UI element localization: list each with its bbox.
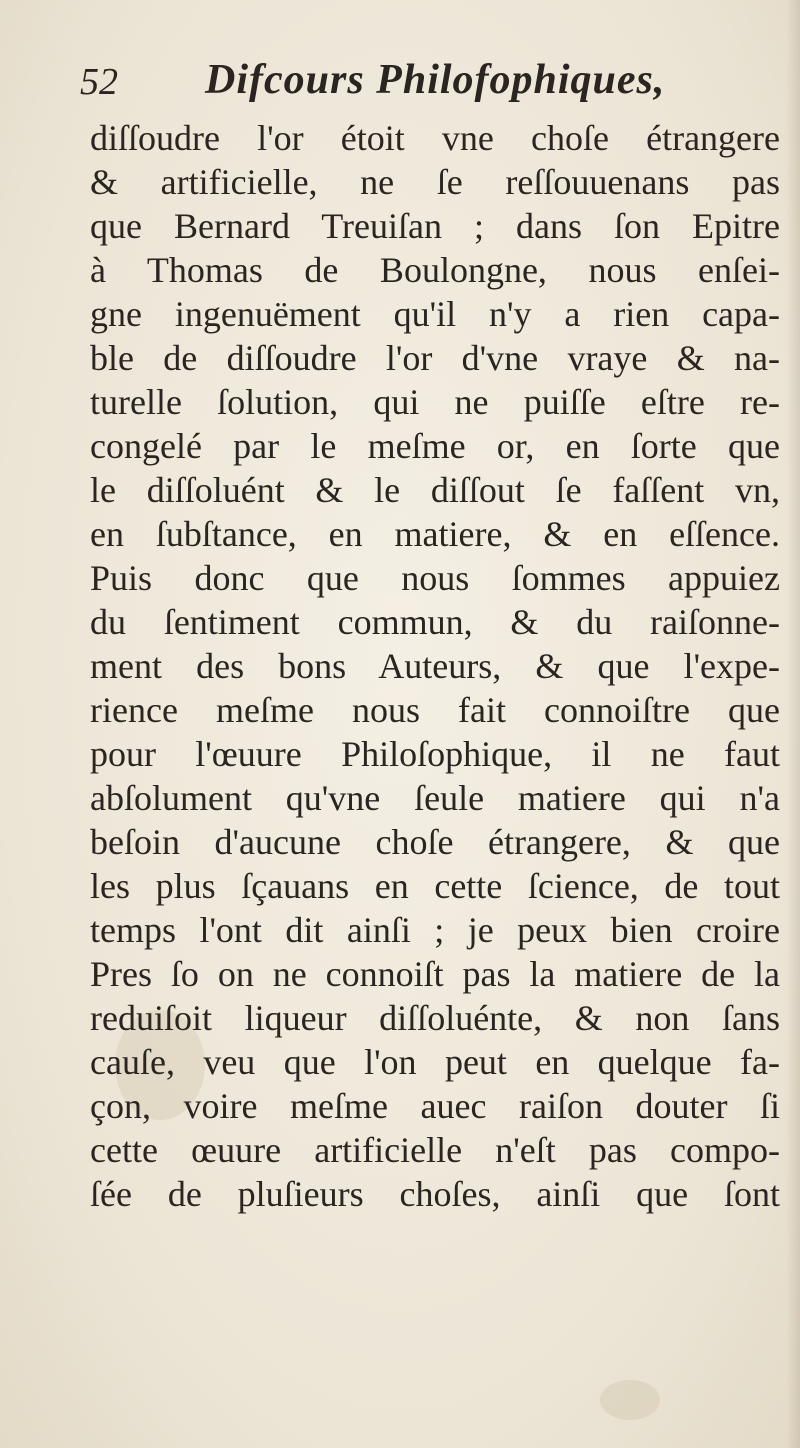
text-line: pour l'œuure Philoſophique, il ne faut [90,734,780,774]
text-line: reduiſoit liqueur diſſoluénte, & non ſans [90,998,780,1038]
text-line: ment des bons Auteurs, & que l'expe- [90,646,780,686]
text-line: cette œuure artificielle n'eſt pas compo- [90,1130,780,1170]
page-number: 52 [80,61,118,103]
text-line: Puis donc que nous ſommes appuiez [90,558,780,598]
text-line: temps l'ont dit ainſi ; je peux bien croire [90,910,780,950]
text-line: diſſoudre l'or étoit vne choſe étrangere [90,118,780,158]
text-line: du ſentiment commun, & du raiſonne- [90,602,780,642]
text-line: en ſubſtance, en matiere, & en eſſence. [90,514,780,554]
text-line: beſoin d'aucune choſe étrangere, & que [90,822,780,862]
text-line: ſée de pluſieurs choſes, ainſi que ſont [90,1174,780,1214]
text-line: Pres ſo on ne connoiſt pas la matiere de la [90,954,780,994]
text-line: les plus ſçauans en cette ſcience, de tout [90,866,780,906]
text-line: abſolument qu'vne ſeule matiere qui n'a [90,778,780,818]
body-text [90,116,780,1216]
text-line: à Thomas de Boulongne, nous enſei- [90,250,780,290]
text-line: turelle ſolution, qui ne puiſſe eſtre re- [90,382,780,422]
text-line: çon, voire meſme auec raiſon douter ſi [90,1086,780,1126]
page-edge-shadow [786,0,800,1448]
text-line: ble de diſſoudre l'or d'vne vraye & na- [90,338,780,378]
text-line: rience meſme nous fait connoiſtre que [90,690,780,730]
paper-stain [600,1380,660,1420]
running-title: Difcours Philofophiques, [205,57,666,103]
text-line: que Bernard Treuiſan ; dans ſon Epitre [90,206,780,246]
text-line: cauſe, veu que l'on peut en quelque fa- [90,1042,780,1082]
text-line: gne ingenuëment qu'il n'y a rien capa- [90,294,780,334]
text-line: & artificielle, ne ſe reſſouuenans pas [90,162,780,202]
text-line: le diſſoluént & le diſſout ſe faſſent vn, [90,470,780,510]
text-line: congelé par le meſme or, en ſorte que [90,426,780,466]
